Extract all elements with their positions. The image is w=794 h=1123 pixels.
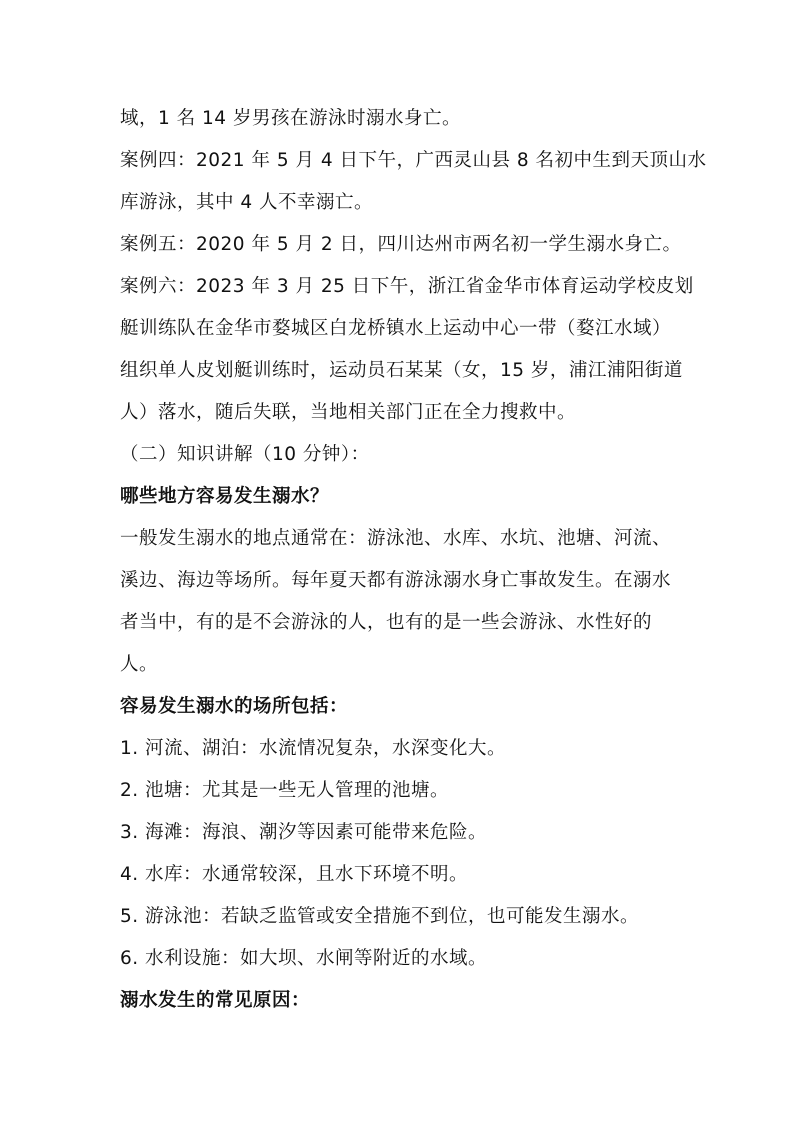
case-six-line-3: 组织单人皮划艇训练时，运动员石某某（女，15 岁，浦江浦阳街道	[120, 360, 683, 381]
paragraph-line-4: 人。	[120, 654, 159, 675]
list-item-4: 4. 水库：水通常较深，且水下环境不明。	[120, 864, 469, 885]
case-four-line-2: 库游泳，其中 4 人不幸溺亡。	[120, 192, 374, 213]
case-five-line: 案例五：2020 年 5 月 2 日，四川达州市两名初一学生溺水身亡。	[120, 234, 682, 255]
paragraph-line-1: 一般发生溺水的地点通常在：游泳池、水库、水坑、池塘、河流、	[120, 528, 672, 549]
text-line-1: 域，1 名 14 岁男孩在游泳时溺水身亡。	[120, 108, 461, 129]
case-four-line-1: 案例四：2021 年 5 月 4 日下午，广西灵山县 8 名初中生到天顶山水	[120, 150, 707, 171]
case-six-line-2: 艇训练队在金华市婺城区白龙桥镇水上运动中心一带（婺江水域）	[120, 318, 672, 339]
list-item-2: 2. 池塘：尤其是一些无人管理的池塘。	[120, 780, 450, 801]
list-item-6: 6. 水利设施：如大坝、水闸等附近的水域。	[120, 948, 488, 969]
paragraph-line-3: 者当中，有的是不会游泳的人，也有的是一些会游泳、水性好的	[120, 612, 653, 633]
paragraph-line-2: 溪边、海边等场所。每年夏天都有游泳溺水身亡事故发生。在溺水	[120, 570, 672, 591]
list-item-1: 1. 河流、湖泊：水流情况复杂，水深变化大。	[120, 738, 507, 759]
heading-where-drowning: 哪些地方容易发生溺水？	[120, 486, 330, 507]
heading-places: 容易发生溺水的场所包括：	[120, 696, 349, 717]
section-heading-knowledge: （二）知识讲解（10 分钟）：	[120, 444, 370, 465]
case-six-line-4: 人）落水，随后失联，当地相关部门正在全力搜救中。	[120, 402, 577, 423]
heading-causes: 溺水发生的常见原因：	[120, 990, 311, 1011]
case-six-line-1: 案例六：2023 年 3 月 25 日下午，浙江省金华市体育运动学校皮划	[120, 276, 694, 297]
list-item-3: 3. 海滩：海浪、潮汐等因素可能带来危险。	[120, 822, 488, 843]
list-item-5: 5. 游泳池：若缺乏监管或安全措施不到位，也可能发生溺水。	[120, 906, 640, 927]
